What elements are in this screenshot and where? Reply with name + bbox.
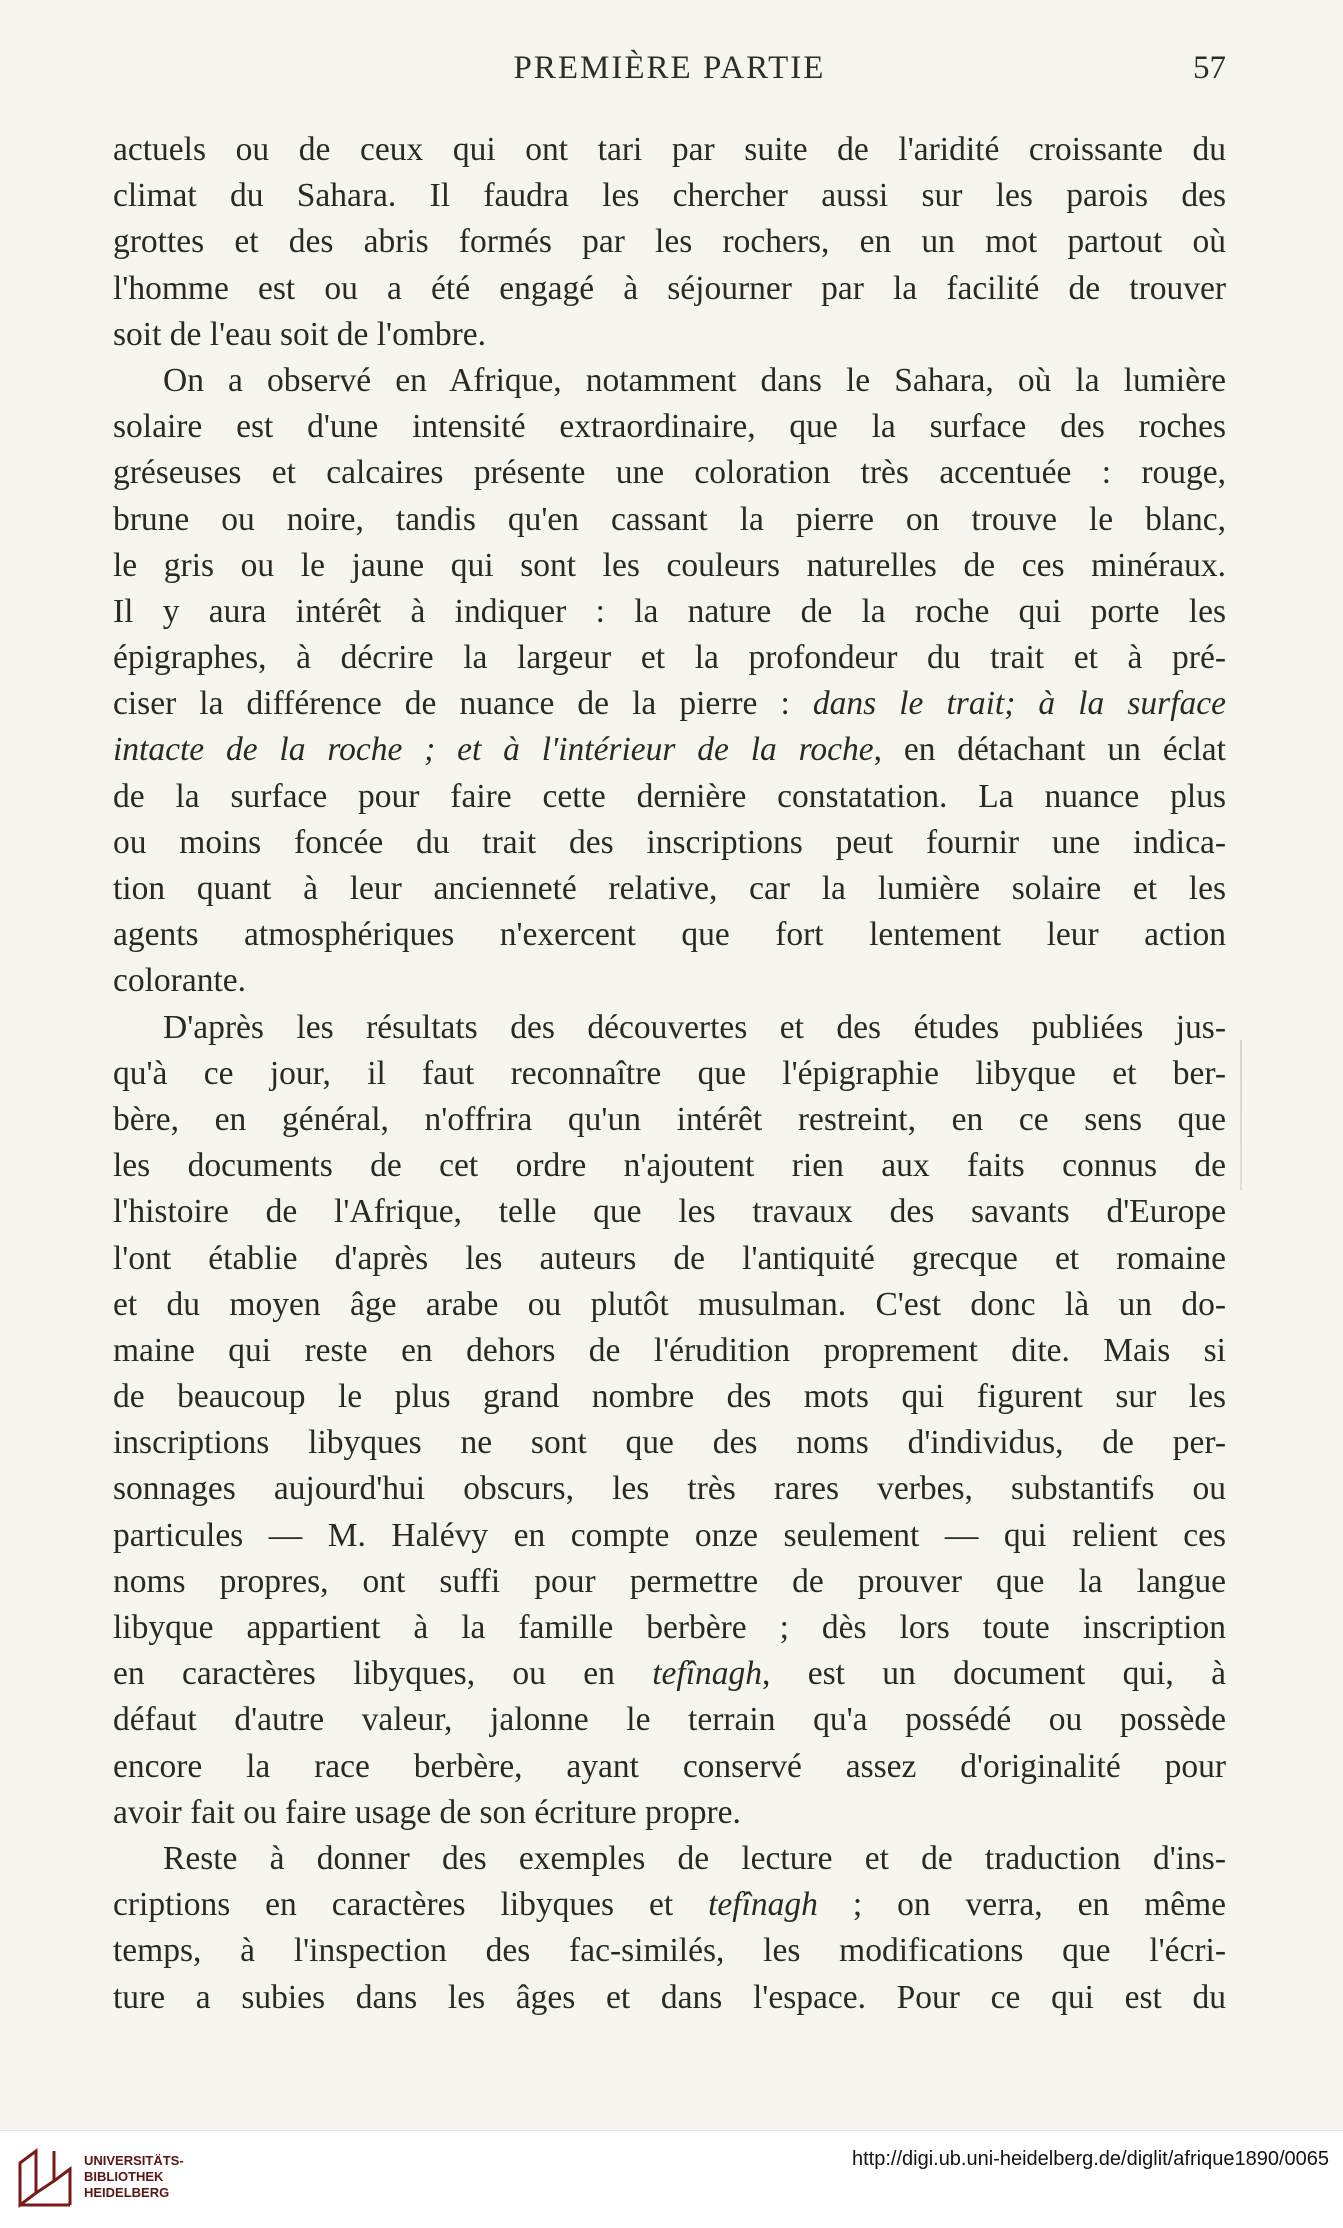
text-line: soit de l'eau soit de l'ombre. [113, 315, 487, 353]
footer-bar [0, 2130, 1343, 2228]
text-line: l'homme est ou a été engagé à séjourner par la facilité de trouver [113, 269, 1226, 307]
text-line: Il y aura intérêt à indiquer : la nature de la roche qui porte les [113, 592, 1226, 630]
page-number: 57 [1193, 50, 1226, 86]
text-line: de beaucoup le plus grand nombre des mots qui figurent sur les [113, 1378, 1226, 1416]
text-line: sonnages aujourd'hui obscurs, les très rares verbes, substantifs ou [113, 1470, 1226, 1508]
text-line: colorante. [113, 962, 247, 1000]
text-line: et du moyen âge arabe ou plutôt musulman. C'est donc là un do- [113, 1285, 1226, 1323]
text-line: On a observé en Afrique, notamment dans le Sahara, où la lumière [163, 361, 1226, 399]
text-line: criptions en caractères libyques et tefînagh ; on verra, en même [113, 1886, 1226, 1924]
text-line: intacte de la roche ; et à l'intérieur de la roche, en détachant un éclat [113, 731, 1226, 769]
text-line: brune ou noire, tandis qu'en cassant la pierre on trouve le blanc, [113, 500, 1226, 538]
text-line: climat du Sahara. Il faudra les chercher aussi sur les parois des [113, 177, 1226, 215]
text-line: avoir fait ou faire usage de son écriture propre. [113, 1793, 741, 1831]
text-line: maine qui reste en dehors de l'érudition proprement dite. Mais si [113, 1331, 1226, 1369]
text-line: ciser la différence de nuance de la pierre : dans le trait; à la surface [113, 685, 1226, 723]
text-line: l'ont établie d'après les auteurs de l'antiquité grecque et romaine [113, 1239, 1226, 1277]
library-name-line: UNIVERSITÄTS- [84, 2153, 184, 2168]
text-line: grottes et des abris formés par les rochers, en un mot partout où [113, 223, 1226, 261]
text-line: Reste à donner des exemples de lecture et de traduction d'ins- [163, 1839, 1226, 1877]
text-line: inscriptions libyques ne sont que des noms d'individus, de per- [113, 1424, 1226, 1462]
source-url-link[interactable]: http://digi.ub.uni-heidelberg.de/diglit/afrique1890/0065 [851, 2148, 1329, 2170]
text-line: défaut d'autre valeur, jalonne le terrain qu'a possédé ou possède [113, 1701, 1226, 1739]
text-line: les documents de cet ordre n'ajoutent rien aux faits connus de [113, 1147, 1226, 1185]
text-line: de la surface pour faire cette dernière constatation. La nuance plus [113, 777, 1226, 815]
text-line: libyque appartient à la famille berbère ; dès lors toute inscription [113, 1609, 1226, 1646]
body-text [113, 127, 1226, 2021]
text-line: bère, en général, n'offrira qu'un intérêt restreint, en ce sens que [113, 1100, 1226, 1138]
text-line: actuels ou de ceux qui ont tari par suite de l'aridité croissante du [113, 131, 1226, 168]
text-line: qu'à ce jour, il faut reconnaître que l'épigraphie libyque et ber- [113, 1054, 1226, 1092]
running-title: PREMIÈRE PARTIE [513, 50, 826, 86]
text-line: l'histoire de l'Afrique, telle que les travaux des savants d'Europe [113, 1193, 1226, 1231]
library-name-line: BIBLIOTHEK [84, 2169, 164, 2184]
text-line: tion quant à leur ancienneté relative, car la lumière solaire et les [113, 870, 1226, 907]
margin-mark [1240, 1040, 1242, 1190]
library-name-line: HEIDELBERG [84, 2185, 170, 2200]
text-line: épigraphes, à décrire la largeur et la profondeur du trait et à pré- [113, 639, 1226, 677]
text-line: solaire est d'une intensité extraordinaire, que la surface des roches [113, 408, 1226, 446]
text-line: en caractères libyques, ou en tefînagh, est un document qui, à [113, 1655, 1226, 1693]
text-line: noms propres, ont suffi pour permettre de prouver que la langue [113, 1562, 1226, 1600]
text-line: le gris ou le jaune qui sont les couleurs naturelles de ces minéraux. [113, 546, 1226, 584]
library-name [84, 2153, 184, 2201]
text-line: encore la race berbère, ayant conservé assez d'originalité pour [113, 1747, 1226, 1785]
text-line: particules — M. Halévy en compte onze seulement — qui relient ces [113, 1516, 1226, 1554]
university-logo-icon [14, 2145, 76, 2211]
text-line: agents atmosphériques n'exercent que fort lentement leur action [113, 916, 1226, 954]
text-line: ou moins foncée du trait des inscriptions peut fournir une indica- [113, 823, 1226, 861]
text-line: gréseuses et calcaires présente une coloration très accentuée : rouge, [113, 454, 1226, 492]
text-line: temps, à l'inspection des fac-similés, les modifications que l'écri- [113, 1932, 1226, 1970]
page-header [113, 50, 1226, 100]
text-line: D'après les résultats des découvertes et des études publiées jus- [163, 1008, 1226, 1046]
text-line: ture a subies dans les âges et dans l'espace. Pour ce qui est du [113, 1978, 1226, 2016]
